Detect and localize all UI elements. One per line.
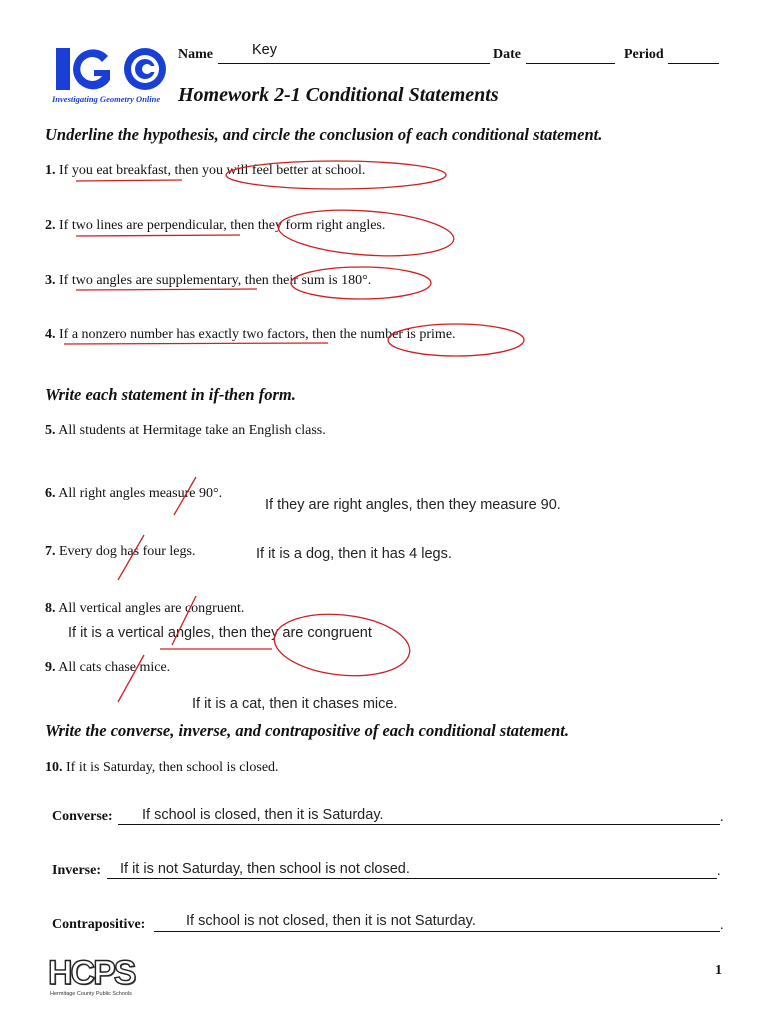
item-number: 10.	[45, 760, 63, 775]
inverse-period: .	[717, 864, 721, 879]
item-number: 9.	[45, 660, 56, 675]
page-title: Homework 2-1 Conditional Statements	[178, 84, 499, 106]
item-2	[45, 218, 385, 234]
date-field-line[interactable]	[526, 63, 615, 64]
section2-instruction: Write each statement in if-then form.	[45, 385, 296, 404]
item-number: 1.	[45, 163, 56, 178]
section3-instruction: Write the converse, inverse, and contrapositive of each conditional statement.	[45, 721, 569, 740]
converse-answer: If school is closed, then it is Saturday.	[142, 807, 384, 823]
item-1	[45, 163, 365, 179]
item-8	[45, 601, 244, 617]
item-text: All students at Hermitage take an English class.	[58, 423, 326, 438]
item-text: All right angles measure 90°.	[58, 486, 223, 501]
item-number: 3.	[45, 273, 56, 288]
page-number: 1	[715, 963, 722, 978]
name-label: Name	[178, 47, 213, 62]
item-number: 7.	[45, 544, 56, 559]
section1-instruction: Underline the hypothesis, and circle the conclusion of each conditional statement.	[45, 125, 603, 144]
item-number: 4.	[45, 327, 56, 342]
item-4	[45, 327, 456, 343]
answer-9: If it is a cat, then it chases mice.	[192, 696, 398, 712]
period-field-line[interactable]	[668, 63, 719, 64]
answer-6: If they are right angles, then they measure 90.	[265, 497, 561, 513]
name-field-line	[218, 63, 490, 64]
contrapositive-line[interactable]	[154, 931, 720, 932]
conclusion-circle-8	[271, 608, 413, 682]
item-number: 2.	[45, 218, 56, 233]
item-text: If it is Saturday, then school is closed.	[66, 760, 279, 775]
inverse-label: Inverse:	[52, 863, 101, 878]
hcps-logo-letters: HCPS	[48, 954, 135, 992]
item-text: If you eat breakfast, then you will feel better at school.	[59, 163, 366, 178]
name-field[interactable]: Key	[252, 42, 277, 58]
item-text: If two angles are supplementary, then their sum is 180°.	[59, 273, 372, 288]
contrapositive-answer: If school is not closed, then it is not Saturday.	[186, 913, 476, 929]
answer-8: If it is a vertical angles, then they are congruent	[68, 625, 372, 641]
item-9	[45, 660, 170, 676]
item-6	[45, 486, 222, 502]
item-text: If two lines are perpendicular, then they form right angles.	[59, 218, 386, 233]
item-text: All cats chase mice.	[58, 660, 171, 675]
hcps-logo	[48, 954, 158, 1002]
item-3	[45, 273, 371, 289]
inverse-answer: If it is not Saturday, then school is not closed.	[120, 861, 410, 877]
item-7	[45, 544, 195, 560]
inverse-line[interactable]	[107, 878, 717, 879]
item-number: 6.	[45, 486, 56, 501]
item-10	[45, 760, 279, 776]
igo-logo	[50, 42, 175, 108]
item-5	[45, 423, 326, 439]
period-label: Period	[624, 47, 664, 62]
answer-7: If it is a dog, then it has 4 legs.	[256, 546, 452, 562]
hypothesis-underline-2	[76, 235, 240, 236]
hypothesis-underline-4	[64, 343, 328, 344]
igo-tagline: Investigating Geometry Online	[52, 94, 161, 104]
date-label: Date	[493, 47, 521, 62]
contrapositive-period: .	[720, 918, 724, 933]
converse-period: .	[720, 810, 724, 825]
hcps-logo-subtitle: Hermitage County Public Schools	[50, 991, 132, 997]
item-text: If a nonzero number has exactly two factors, then the number is prime.	[59, 327, 456, 342]
hypothesis-underline-1	[76, 180, 182, 181]
item-text: Every dog has four legs.	[59, 544, 196, 559]
item-number: 8.	[45, 601, 56, 616]
hypothesis-underline-3	[76, 289, 257, 290]
item-text: All vertical angles are congruent.	[58, 601, 245, 616]
converse-line[interactable]	[118, 824, 720, 825]
converse-label: Converse:	[52, 809, 113, 824]
item-number: 5.	[45, 423, 56, 438]
contrapositive-label: Contrapositive:	[52, 917, 146, 932]
